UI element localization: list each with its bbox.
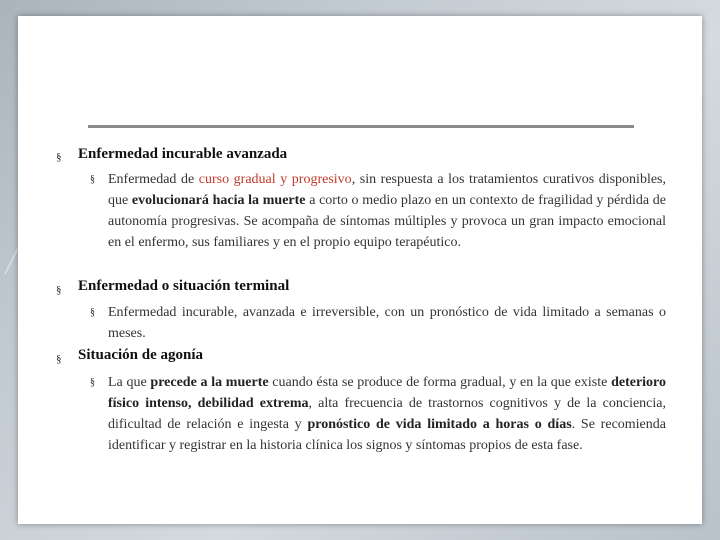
- text-run: Enfermedad incurable, avanzada e irreversible, con un pronóstico de vida limitado a semanas o meses.: [108, 305, 666, 341]
- text-run: Enfermedad de: [108, 172, 199, 187]
- bullet-marker: §: [56, 284, 62, 296]
- sub-bullet-marker: §: [90, 307, 95, 318]
- highlight-red: pronóstico de vida limitado a horas o días: [307, 417, 572, 432]
- text-run: a corto o medio plazo en un contexto de fragilidad y pérdida de autonomía progresivas. Se acompaña de síntomas múltiples y provoca un gran impacto emocional en el enfermo, sus familiares y en el propio equipo terapéutico.: [108, 193, 666, 250]
- section-text-terminal: [108, 302, 666, 344]
- highlight-red: curso gradual y progresivo: [198, 172, 352, 187]
- text-run: cuando ésta se produce de forma gradual, y en la que existe: [268, 375, 612, 390]
- section-heading-incurable: Enfermedad incurable avanzada: [78, 146, 288, 162]
- section-text-agonia: [108, 372, 666, 456]
- section-text-incurable: [108, 169, 666, 253]
- text-run: , sin respuesta a los tratamientos curativos disponibles, que: [108, 172, 666, 208]
- highlight-bold: evolucionará hacia la muerte: [131, 193, 306, 208]
- section-heading-terminal: Enfermedad o situación terminal: [78, 278, 290, 294]
- highlight-bold: precede a la muerte: [150, 375, 269, 390]
- text-run: , alta frecuencia de trastornos cognitivos y de la conciencia, dificultad de relación e ingesta y: [108, 396, 666, 432]
- text-run: . Se recomienda identificar y registrar en la historia clínica los signos y síntomas propios de esta fase.: [108, 417, 666, 453]
- sub-bullet-marker: §: [90, 377, 95, 388]
- highlight-bold: deterioro físico intenso, debilidad extrema: [108, 375, 667, 411]
- sub-bullet-marker: §: [90, 174, 95, 185]
- text-run: La que: [108, 375, 151, 390]
- bullet-marker: §: [56, 353, 62, 365]
- bullet-marker: §: [56, 151, 62, 163]
- section-heading-agonia: Situación de agonía: [78, 347, 204, 363]
